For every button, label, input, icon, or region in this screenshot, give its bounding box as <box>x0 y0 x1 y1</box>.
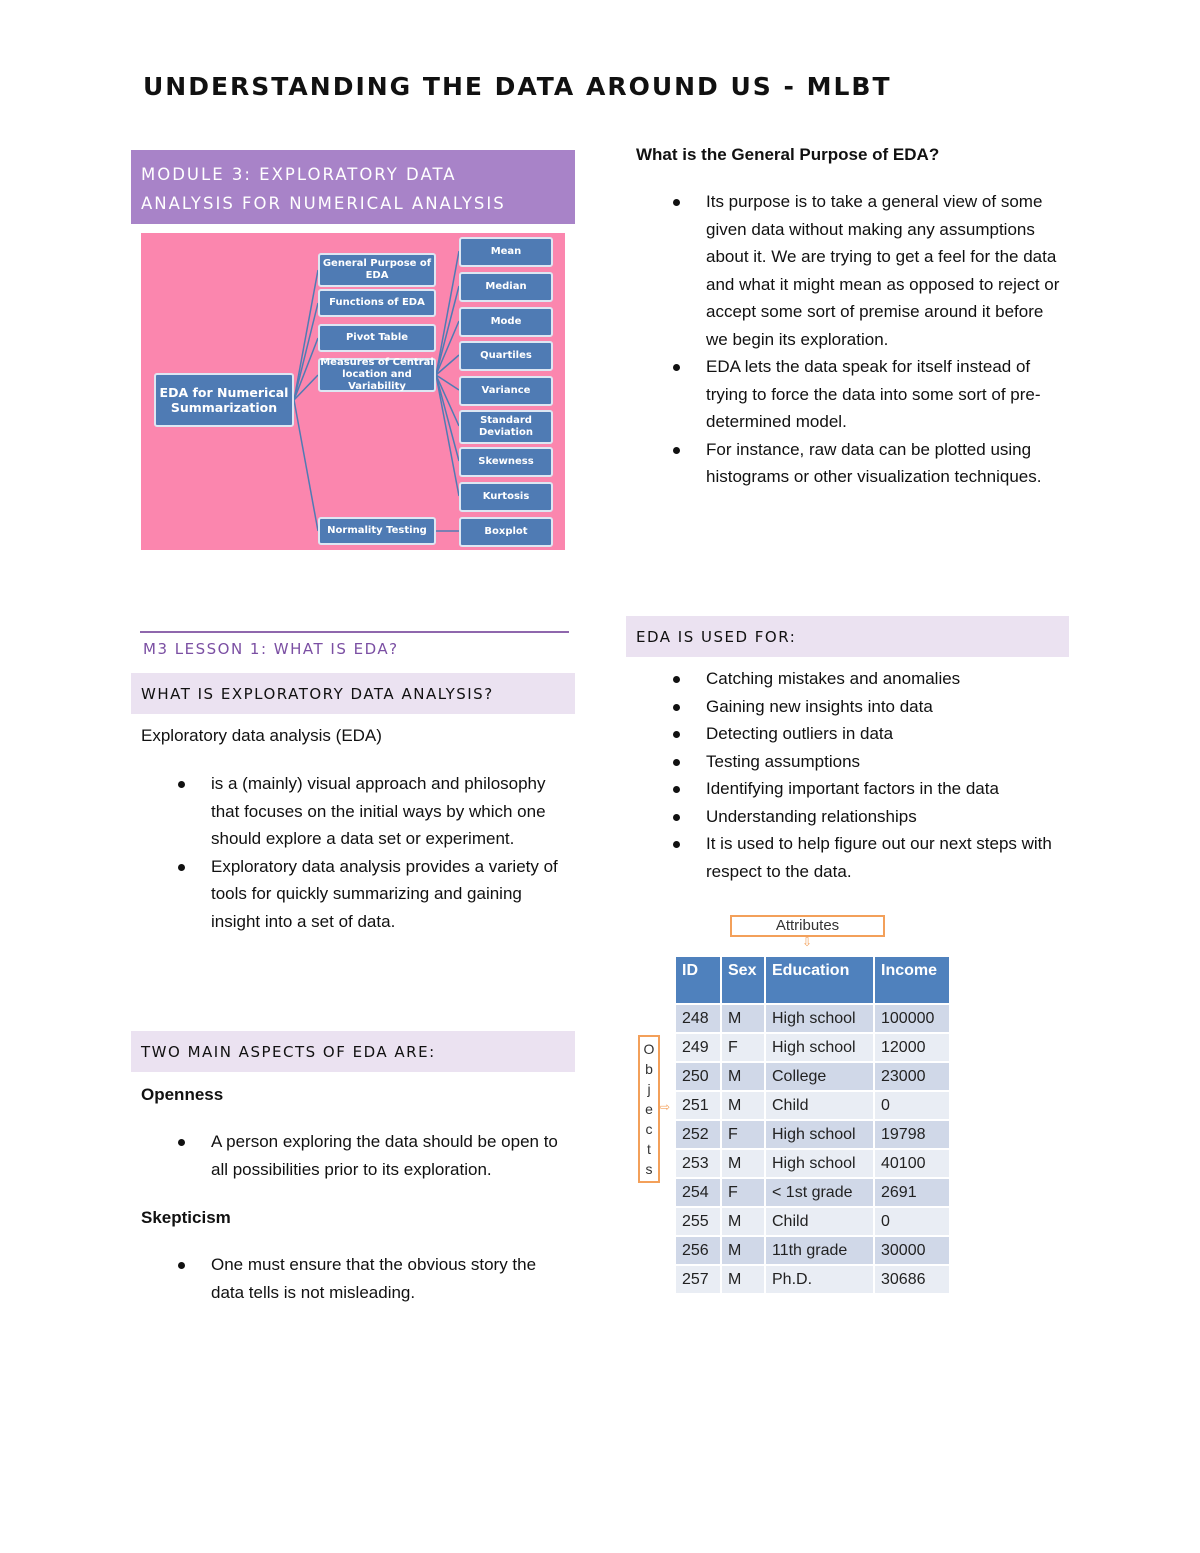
diagram-leaf-node: Quartiles <box>459 341 553 371</box>
diagram-leaf-node: Kurtosis <box>459 482 553 512</box>
list-item: Detecting outliers in data <box>670 720 1065 748</box>
table-row <box>675 1149 950 1178</box>
table-row <box>675 1120 950 1149</box>
list-item: For instance, raw data can be plotted using histograms or other visualization techniques. <box>670 436 1065 491</box>
column-header: ID <box>675 956 721 1004</box>
right-arrow-icon: ⇨ <box>660 1100 671 1114</box>
table-cell: 248 <box>675 1004 721 1033</box>
list-item: Catching mistakes and anomalies <box>670 665 1065 693</box>
table-cell: 11th grade <box>765 1236 874 1265</box>
list-item: One must ensure that the obvious story the data tells is not misleading. <box>175 1251 570 1306</box>
table-cell: M <box>721 1149 765 1178</box>
table-cell: College <box>765 1062 874 1091</box>
table-header-row <box>675 956 950 1004</box>
heading-text: EDA IS USED FOR: <box>636 627 797 646</box>
eda-intro-text: Exploratory data analysis (EDA) <box>141 726 382 745</box>
table-cell: 250 <box>675 1062 721 1091</box>
section-divider <box>140 631 569 633</box>
list-item: Testing assumptions <box>670 748 1065 776</box>
table-cell: 40100 <box>874 1149 950 1178</box>
diagram-branch-node: Measures of Central location and Variability <box>318 358 436 392</box>
attributes-label: Attributes <box>730 915 885 937</box>
lesson-title: M3 LESSON 1: WHAT IS EDA? <box>143 640 399 658</box>
objects-letter: b <box>645 1061 653 1077</box>
table-cell: 255 <box>675 1207 721 1236</box>
diagram-branch-node: Pivot Table <box>318 324 436 352</box>
table-cell: M <box>721 1004 765 1033</box>
purpose-question: What is the General Purpose of EDA? <box>636 145 940 164</box>
table-row <box>675 1062 950 1091</box>
module-banner <box>131 150 575 224</box>
aspects-heading <box>131 1031 575 1072</box>
table-cell: High school <box>765 1120 874 1149</box>
list-item: A person exploring the data should be open to all possibilities prior to its exploration. <box>175 1128 570 1183</box>
table-cell: High school <box>765 1033 874 1062</box>
openness-list <box>175 1128 570 1183</box>
diagram-root-node: EDA for Numerical Summarization <box>154 373 294 427</box>
diagram-branch-node: General Purpose of EDA <box>318 253 436 287</box>
diagram-leaf-node: Boxplot <box>459 517 553 547</box>
uses-heading <box>626 616 1069 657</box>
diagram-leaf-node: Median <box>459 272 553 302</box>
table-cell: 252 <box>675 1120 721 1149</box>
module-title-line-2: ANALYSIS FOR NUMERICAL ANALYSIS <box>141 194 506 213</box>
table-row <box>675 1265 950 1294</box>
table-cell: M <box>721 1062 765 1091</box>
table-cell: High school <box>765 1004 874 1033</box>
eda-concept-diagram <box>141 233 565 550</box>
list-item: Gaining new insights into data <box>670 693 1065 721</box>
table-cell: F <box>721 1178 765 1207</box>
uses-list <box>670 665 1065 885</box>
table-row <box>675 1033 950 1062</box>
table-cell: F <box>721 1120 765 1149</box>
table-cell: M <box>721 1207 765 1236</box>
table-cell: 254 <box>675 1178 721 1207</box>
eda-definition-heading <box>131 673 575 714</box>
page-title: UNDERSTANDING THE DATA AROUND US - MLBT <box>143 72 892 101</box>
table-cell: 100000 <box>874 1004 950 1033</box>
diagram-leaf-node: Mean <box>459 237 553 267</box>
list-item: Identifying important factors in the data <box>670 775 1065 803</box>
table-cell: F <box>721 1033 765 1062</box>
diagram-leaf-node: Mode <box>459 307 553 337</box>
skepticism-list <box>175 1251 570 1306</box>
table-cell: M <box>721 1265 765 1294</box>
diagram-branch-node: Functions of EDA <box>318 289 436 317</box>
column-header: Sex <box>721 956 765 1004</box>
table-cell: 0 <box>874 1091 950 1120</box>
list-item: EDA lets the data speak for itself instead of trying to force the data into some sort of pre-determined model. <box>670 353 1065 436</box>
table-row <box>675 1091 950 1120</box>
table-row <box>675 1207 950 1236</box>
table-cell: 253 <box>675 1149 721 1178</box>
objects-letter: e <box>645 1101 653 1117</box>
diagram-leaf-node: Standard Deviation <box>459 410 553 444</box>
table-cell: 12000 <box>874 1033 950 1062</box>
skepticism-label: Skepticism <box>141 1208 231 1227</box>
objects-letter: t <box>647 1141 651 1157</box>
diagram-branch-node: Normality Testing <box>318 517 436 545</box>
table-cell: 30000 <box>874 1236 950 1265</box>
column-header: Income <box>874 956 950 1004</box>
table-row <box>675 1178 950 1207</box>
list-item: Its purpose is to take a general view of some given data without making any assumptions about it. We are trying to get a feel for the data and what it might mean as opposed to reject or accept some sort of premise around it before we begin its exploration. <box>670 188 1065 353</box>
objects-letter: j <box>647 1081 651 1097</box>
table-cell: 23000 <box>874 1062 950 1091</box>
list-item: Exploratory data analysis provides a variety of tools for quickly summarizing and gaining insight into a set of data. <box>175 853 570 936</box>
table-row <box>675 1236 950 1265</box>
objects-letter: c <box>645 1121 653 1137</box>
list-item: is a (mainly) visual approach and philosophy that focuses on the initial ways by which one should explore a data set or experiment. <box>175 770 570 853</box>
heading-text: TWO MAIN ASPECTS OF EDA ARE: <box>141 1042 436 1061</box>
table-cell: High school <box>765 1149 874 1178</box>
table-cell: Child <box>765 1207 874 1236</box>
openness-label: Openness <box>141 1085 224 1104</box>
objects-letter: O <box>643 1041 655 1057</box>
purpose-list <box>670 188 1065 491</box>
table-cell: 2691 <box>874 1178 950 1207</box>
eda-definition-list <box>175 770 570 935</box>
list-item: Understanding relationships <box>670 803 1065 831</box>
data-table <box>674 955 951 1295</box>
table-cell: 257 <box>675 1265 721 1294</box>
diagram-leaf-node: Variance <box>459 376 553 406</box>
list-item: It is used to help figure out our next steps with respect to the data. <box>670 830 1065 885</box>
objects-label <box>638 1035 660 1183</box>
table-cell: 30686 <box>874 1265 950 1294</box>
table-cell: 251 <box>675 1091 721 1120</box>
table-cell: 19798 <box>874 1120 950 1149</box>
diagram-leaf-node: Skewness <box>459 447 553 477</box>
table-cell: M <box>721 1236 765 1265</box>
heading-text: WHAT IS EXPLORATORY DATA ANALYSIS? <box>141 684 494 703</box>
down-arrow-icon: ⇩ <box>802 935 813 949</box>
objects-letter: s <box>645 1161 653 1177</box>
table-cell: 0 <box>874 1207 950 1236</box>
table-cell: Child <box>765 1091 874 1120</box>
table-cell: 249 <box>675 1033 721 1062</box>
table-cell: 256 <box>675 1236 721 1265</box>
module-title-line-1: MODULE 3: EXPLORATORY DATA <box>141 165 457 184</box>
table-cell: Ph.D. <box>765 1265 874 1294</box>
table-cell: < 1st grade <box>765 1178 874 1207</box>
column-header: Education <box>765 956 874 1004</box>
table-cell: M <box>721 1091 765 1120</box>
table-row <box>675 1004 950 1033</box>
